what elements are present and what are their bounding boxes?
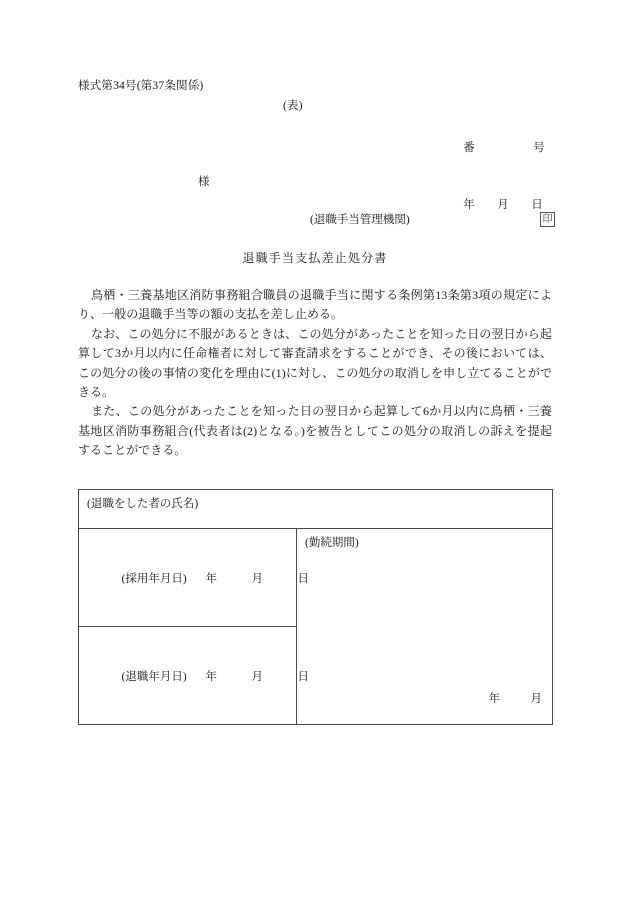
form-number-label: 様式第34号(第37条関係) <box>78 80 204 92</box>
hire-date-cell[interactable] <box>79 529 309 627</box>
tenure-period-cell[interactable] <box>297 529 553 725</box>
document-body <box>78 286 552 461</box>
retiree-name-label: (退職をした者の氏名) <box>87 498 199 510</box>
authority-label: (退職手当管理機関) <box>310 214 410 226</box>
seal-stamp-icon: 印 <box>540 212 555 227</box>
tenure-period-label: (勤続期間) <box>305 537 359 549</box>
date-day-label: 日 <box>531 199 543 211</box>
retire-date-day-unit: 日 <box>297 671 309 683</box>
hire-date-label: (採用年月日) <box>121 573 187 585</box>
page-title: 退職手当支払差止処分書 <box>242 251 388 265</box>
retire-date-cell[interactable] <box>79 627 309 725</box>
date-month-label: 月 <box>497 199 509 211</box>
body-paragraph-2: なお、この処分に不服があるときは、この処分があったことを知った日の翌日から起算して3か月以内に任命権者に対して審査請求をすることができ、その後においては、この処分の後の事情の変化を理由に(1)に対し、この処分の取消しを申し立てることができる。 <box>78 326 552 400</box>
table-row-name <box>79 490 553 529</box>
hire-date-month-unit: 月 <box>251 573 263 585</box>
date-year-label: 年 <box>463 199 475 211</box>
tenure-year-unit: 年 <box>488 693 501 705</box>
retire-date-year-unit: 年 <box>205 671 217 683</box>
body-paragraph-3: また、この処分があったことを知った日の翌日から起算して6か月以内に鳥栖・三養基地区消防事務組合(代表者は(2)となる。)を被告としてこの処分の取消しの訴えを提起することができる。 <box>78 404 552 458</box>
hire-date-year-unit: 年 <box>205 573 217 585</box>
issuing-authority-line <box>310 211 555 227</box>
body-paragraph-1: 鳥栖・三養基地区消防事務組合職員の退職手当に関する条例第13条第3項の規定により、一般の退職手当等の額の支払を差し止める。 <box>78 288 552 322</box>
tenure-units-row <box>454 678 542 718</box>
addressee-honorific: 様 <box>198 176 210 188</box>
number-label: 番 <box>463 142 475 154</box>
retire-date-month-unit: 月 <box>251 671 263 683</box>
retiree-name-cell[interactable] <box>79 490 553 529</box>
tenure-month-unit: 月 <box>530 693 543 705</box>
retiree-details-table <box>78 489 553 725</box>
retire-date-label: (退職年月日) <box>121 671 187 683</box>
table-side-marker: (表) <box>283 100 303 112</box>
hire-date-day-unit: 日 <box>297 573 309 585</box>
number-unit-label: 号 <box>533 142 545 154</box>
document-number-row <box>446 120 567 177</box>
table-row-hire-date <box>79 529 553 627</box>
